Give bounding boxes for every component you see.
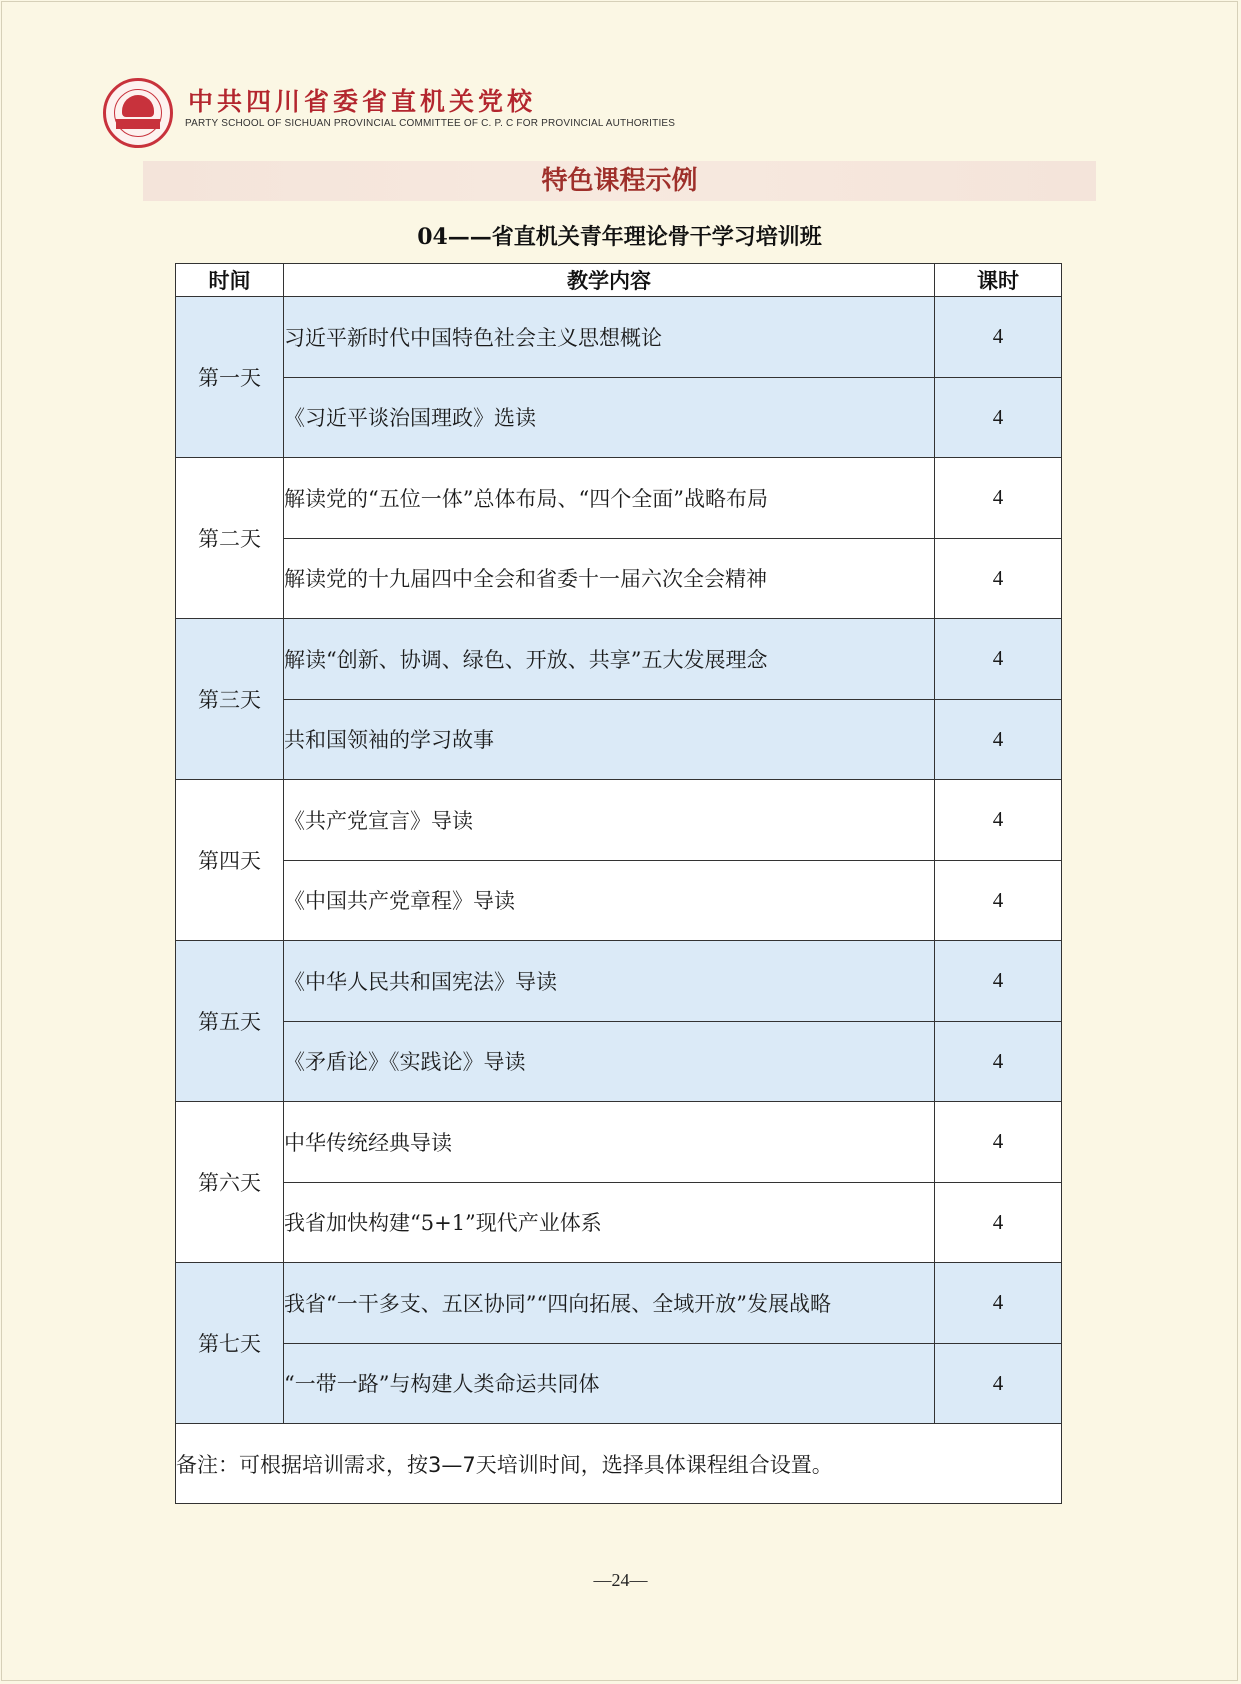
course-cell: 习近平新时代中国特色社会主义思想概论: [284, 297, 935, 378]
page-header: [103, 78, 803, 148]
header-content: 教学内容: [284, 264, 935, 297]
table-row: [176, 377, 1062, 458]
header-hours: 课时: [935, 264, 1062, 297]
table-row: [176, 941, 1062, 1022]
hours-cell: 4: [935, 377, 1062, 458]
table-row: [176, 1343, 1062, 1424]
seal-ribbon: [116, 119, 160, 129]
school-name-en: PARTY SCHOOL OF SICHUAN PROVINCIAL COMMITTEE OF C. P. C FOR PROVINCIAL AUTHORITIES: [185, 118, 676, 129]
course-cell: 《中国共产党章程》导读: [284, 860, 935, 941]
table-row: [176, 860, 1062, 941]
hours-cell: 4: [935, 1021, 1062, 1102]
course-cell: 中华传统经典导读: [284, 1102, 935, 1183]
hours-cell: 4: [935, 860, 1062, 941]
table-row: [176, 699, 1062, 780]
title-band: [143, 161, 1096, 201]
table-row: [176, 1021, 1062, 1102]
course-cell: 共和国领袖的学习故事: [284, 699, 935, 780]
course-schedule-table: [175, 263, 1062, 1504]
table-row: [176, 458, 1062, 539]
table-row: [176, 1182, 1062, 1263]
hours-cell: 4: [935, 619, 1062, 700]
page-title: 特色课程示例: [541, 166, 698, 196]
table-row: [176, 619, 1062, 700]
hours-cell: 4: [935, 297, 1062, 378]
hours-cell: 4: [935, 1343, 1062, 1424]
hours-cell: 4: [935, 458, 1062, 539]
course-cell: 《共产党宣言》导读: [284, 780, 935, 861]
course-cell: “一带一路”与构建人类命运共同体: [284, 1343, 935, 1424]
course-cell: 解读党的“五位一体”总体布局、“四个全面”战略布局: [284, 458, 935, 539]
hours-cell: 4: [935, 699, 1062, 780]
course-cell: 我省“一干多支、五区协同”“四向拓展、全域开放”发展战略: [284, 1263, 935, 1344]
note-row: [176, 1424, 1062, 1504]
header-time: 时间: [176, 264, 284, 297]
table-row: [176, 780, 1062, 861]
hours-cell: 4: [935, 1182, 1062, 1263]
hours-cell: 4: [935, 1263, 1062, 1344]
table-row: [176, 297, 1062, 378]
table-row: [176, 1263, 1062, 1344]
course-subtitle: 04——省直机关青年理论骨干学习培训班: [417, 224, 822, 250]
day-cell: 第四天: [176, 780, 284, 941]
table-header-row: [176, 264, 1062, 297]
table-row: [176, 1102, 1062, 1183]
school-name-cn: 中共四川省委省直机关党校: [188, 87, 537, 116]
course-cell: 解读党的十九届四中全会和省委十一届六次全会精神: [284, 538, 935, 619]
day-cell: 第六天: [176, 1102, 284, 1263]
table-row: [176, 538, 1062, 619]
hours-cell: 4: [935, 941, 1062, 1022]
day-cell: 第二天: [176, 458, 284, 619]
school-seal-icon: [103, 78, 173, 148]
hours-cell: 4: [935, 780, 1062, 861]
day-cell: 第三天: [176, 619, 284, 780]
course-cell: 解读“创新、协调、绿色、开放、共享”五大发展理念: [284, 619, 935, 700]
note-cell: 备注：可根据培训需求，按3—7天培训时间，选择具体课程组合设置。: [176, 1424, 1062, 1504]
course-cell: 《习近平谈治国理政》选读: [284, 377, 935, 458]
course-cell: 我省加快构建“5+1”现代产业体系: [284, 1182, 935, 1263]
day-cell: 第一天: [176, 297, 284, 458]
day-cell: 第七天: [176, 1263, 284, 1424]
course-cell: 《矛盾论》《实践论》导读: [284, 1021, 935, 1102]
hours-cell: 4: [935, 1102, 1062, 1183]
page-number: —24—: [593, 1570, 648, 1590]
hours-cell: 4: [935, 538, 1062, 619]
day-cell: 第五天: [176, 941, 284, 1102]
course-cell: 《中华人民共和国宪法》导读: [284, 941, 935, 1022]
